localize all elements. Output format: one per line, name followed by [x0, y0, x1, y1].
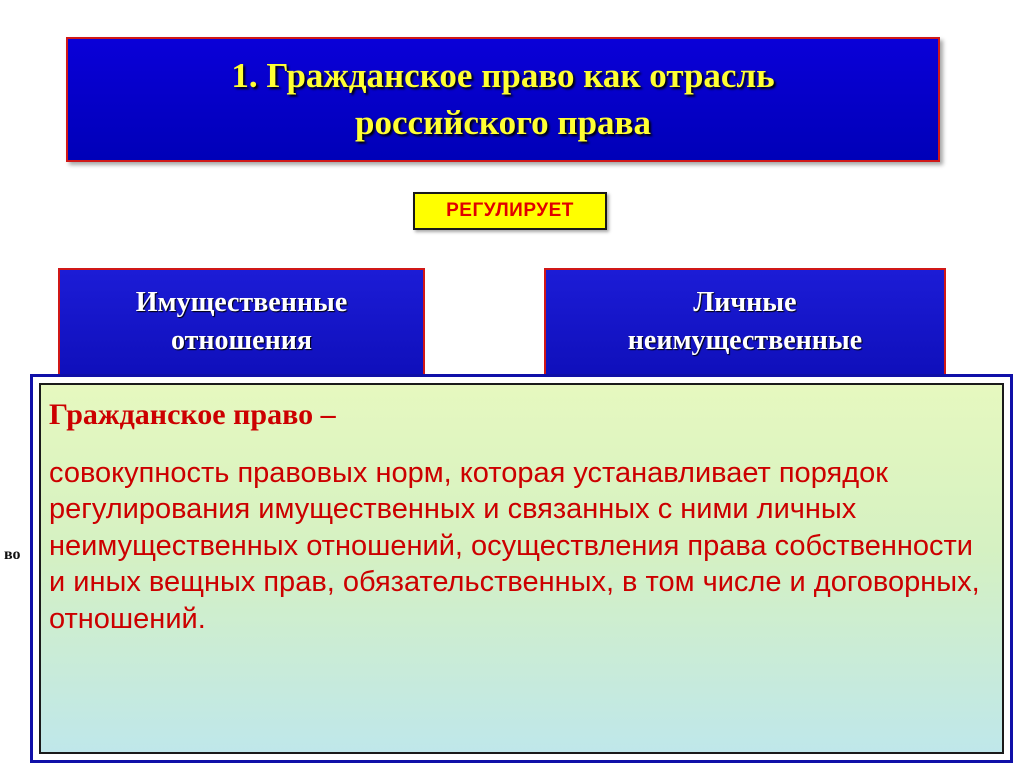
definition-content — [39, 383, 1004, 754]
property-line-2: отношения — [171, 324, 312, 356]
regulates-label: РЕГУЛИРУЕТ — [446, 200, 574, 221]
property-relations-box — [58, 268, 425, 388]
title-line-1: 1. Гражданское право как отрасль — [231, 56, 775, 96]
non-property-relations-box — [544, 268, 946, 388]
title-line-2: российского права — [355, 102, 651, 142]
definition-card — [30, 374, 1013, 763]
title-box — [66, 37, 940, 162]
definition-heading: Гражданское право – — [49, 398, 336, 431]
non-property-line-2: неимущественные — [627, 324, 863, 356]
non-property-line-1: Личные — [693, 287, 797, 318]
cut-off-text-fragment: во — [4, 546, 21, 563]
property-line-1: Имущественные — [135, 287, 348, 318]
definition-body: совокупность правовых норм, которая устанавливает порядок регулирования имущественных и связанных с ними личных неимущественных отношений, осуществления права собственности и иных вещных прав, обязательственных, в том числе и договорных, отношений. — [49, 457, 980, 635]
slide-title — [231, 53, 774, 145]
regulates-badge — [413, 192, 607, 230]
